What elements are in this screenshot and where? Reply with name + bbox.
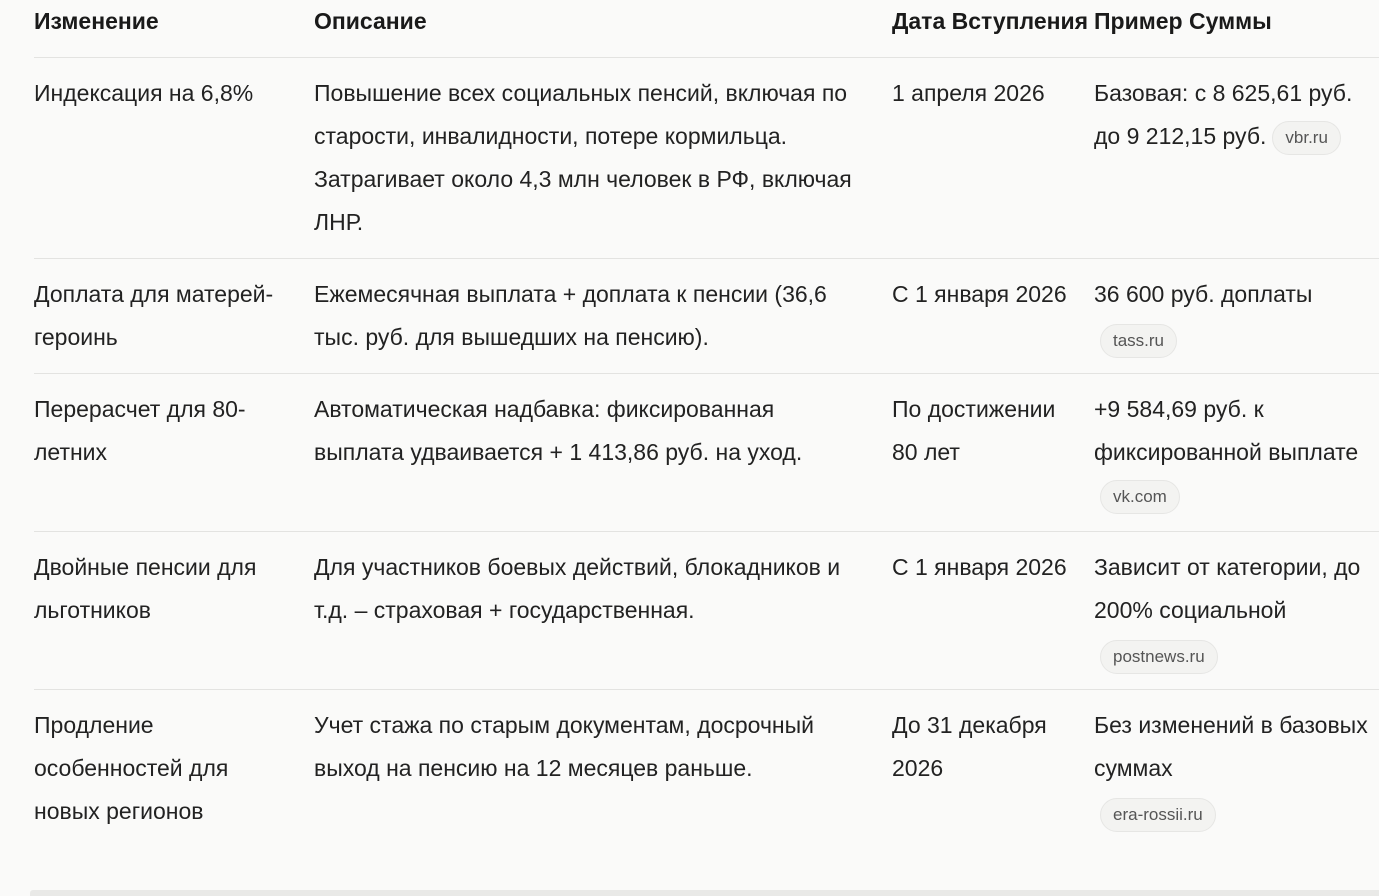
source-chip[interactable]: tass.ru bbox=[1100, 324, 1177, 358]
source-chip[interactable]: era-rossii.ru bbox=[1100, 798, 1216, 832]
header-date: Дата Вступления bbox=[892, 0, 1094, 58]
cell-change: Доплата для матерей-героинь bbox=[34, 259, 314, 374]
pension-changes-table bbox=[34, 0, 1379, 847]
cell-change: Перерасчет для 80-летних bbox=[34, 374, 314, 532]
source-chip[interactable]: vk.com bbox=[1100, 480, 1180, 514]
header-amount: Пример Суммы bbox=[1094, 0, 1379, 58]
horizontal-scrollbar[interactable] bbox=[30, 890, 1379, 896]
cell-date: До 31 декабря 2026 bbox=[892, 712, 1047, 781]
source-chip[interactable]: postnews.ru bbox=[1100, 640, 1218, 674]
cell-description: Повышение всех социальных пенсий, включая по старости, инвалидности, потере кормильца. Затрагивает около 4,3 млн человек в РФ, включая ЛНР. bbox=[314, 58, 892, 259]
cell-change: Продление особенностей для новых регионов bbox=[34, 712, 229, 824]
cell-description: Учет стажа по старым документам, досрочный выход на пенсию на 12 месяцев раньше. bbox=[314, 712, 815, 781]
cell-description: Для участников боевых действий, блокадников и т.д. – страховая + государственная. bbox=[314, 532, 892, 690]
cell-amount bbox=[1094, 690, 1379, 848]
table-row bbox=[34, 532, 1379, 690]
table-header bbox=[34, 0, 1379, 58]
amount-text: Зависит от категории, до 200% социальной bbox=[1094, 554, 1361, 623]
table-row bbox=[34, 690, 1379, 848]
source-chip[interactable]: vbr.ru bbox=[1272, 121, 1341, 155]
cell-description: Ежемесячная выплата + доплата к пенсии (36,6 тыс. руб. для вышедших на пенсию). bbox=[314, 259, 892, 374]
cell-amount bbox=[1094, 374, 1379, 532]
header-description: Описание bbox=[314, 0, 892, 58]
cell-date: С 1 января 2026 bbox=[892, 259, 1094, 374]
cell-description: Автоматическая надбавка: фиксированная выплата удваивается + 1 413,86 руб. на уход. bbox=[314, 374, 892, 532]
cell-change: Двойные пенсии для льготников bbox=[34, 532, 314, 690]
cell-date: С 1 января 2026 bbox=[892, 532, 1094, 690]
cell-date: 1 апреля 2026 bbox=[892, 58, 1094, 259]
cell-change: Индексация на 6,8% bbox=[34, 58, 314, 259]
table-row bbox=[34, 374, 1379, 532]
header-change: Изменение bbox=[34, 0, 314, 58]
amount-text: Без изменений в базовых суммах bbox=[1094, 712, 1368, 781]
header-row bbox=[34, 0, 1379, 58]
amount-text: +9 584,69 руб. к фиксированной выплате bbox=[1094, 396, 1359, 465]
table-row bbox=[34, 58, 1379, 259]
cell-date: По достижении 80 лет bbox=[892, 374, 1094, 532]
cell-amount bbox=[1094, 259, 1379, 374]
amount-text: Базовая: с 8 625,61 руб. до 9 212,15 руб. bbox=[1094, 80, 1353, 149]
cell-amount bbox=[1094, 58, 1379, 259]
cell-amount bbox=[1094, 532, 1379, 690]
table-row bbox=[34, 259, 1379, 374]
amount-text: 36 600 руб. доплаты bbox=[1094, 281, 1313, 307]
table-body bbox=[34, 58, 1379, 848]
